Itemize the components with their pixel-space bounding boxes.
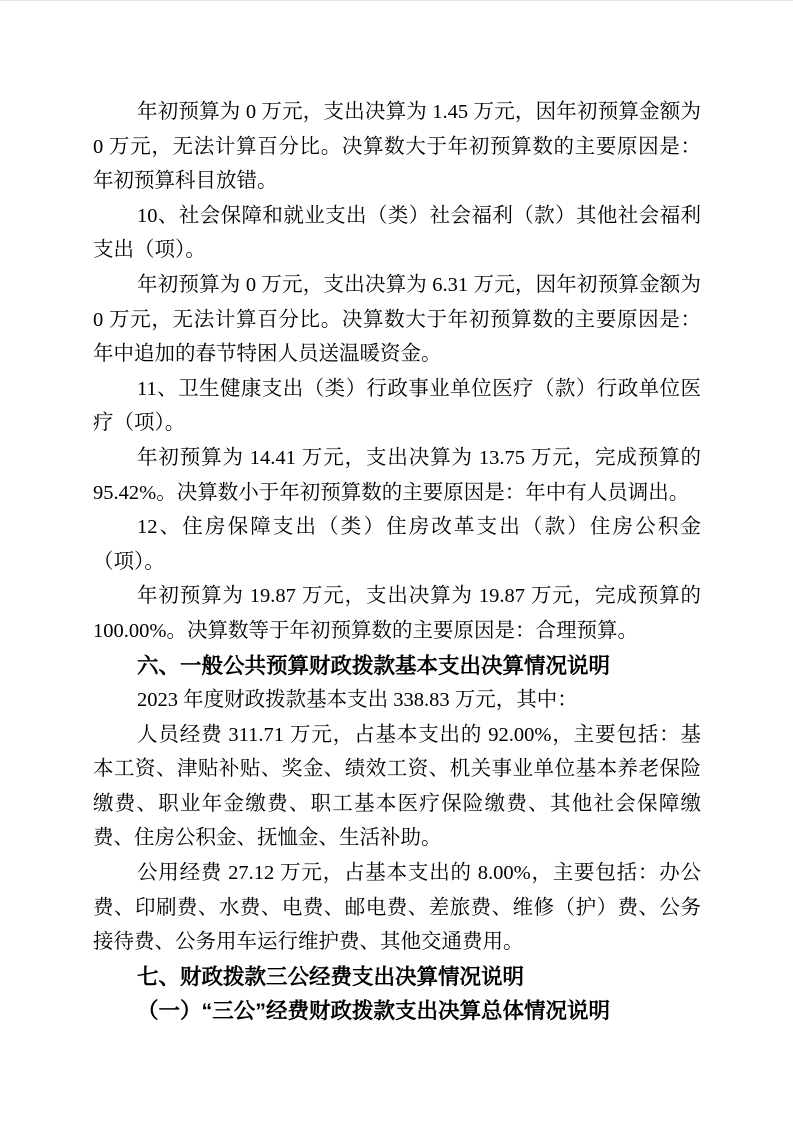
heading-subsection-7-1: （一）“三公”经费财政拨款支出决算总体情况说明 [137,999,611,1024]
paragraph-personnel-expenses: 人员经费 311.71 万元，占基本支出的 92.00%，主要包括：基本工资、津贴补贴、奖金、绩效工资、机关事业单位基本养老保险缴费、职业年金缴费、职工基本医疗保险缴费、其他社会保障缴费、住房公积金、抚恤金、生活补助。 [93,723,701,850]
paragraph-item-10-figures: 年初预算为 0 万元，支出决算为 6.31 万元，因年初预算金额为 0 万元，无法计算百分比。决算数大于年初预算数的主要原因是：年中追加的春节特困人员送温暖资金。 [93,273,701,366]
paragraph-public-expenses: 公用经费 27.12 万元，占基本支出的 8.00%，主要包括：办公费、印刷费、水费、电费、邮电费、差旅费、维修（护）费、公务接待费、公务用车运行维护费、其他交通费用。 [93,862,701,954]
paragraph-basic-expenditure: 2023 年度财政拨款基本支出 338.83 万元，其中： [137,689,578,712]
document-content [93,95,701,1029]
paragraph-item-11-title: 11、卫生健康支出（类）行政事业单位医疗（款）行政单位医疗（项）。 [93,377,701,435]
paragraph-item-9-figures: 年初预算为 0 万元，支出决算为 1.45 万元，因年初预算金额为 0 万元，无法计算百分比。决算数大于年初预算数的主要原因是：年初预算科目放错。 [93,101,701,193]
heading-section-6: 六、一般公共预算财政拨款基本支出决算情况说明 [137,653,611,678]
paragraph-item-12-figures: 年初预算为 19.87 万元，支出决算为 19.87 万元，完成预算的 100.00%。决算数等于年初预算数的主要原因是：合理预算。 [93,585,701,642]
paragraph-item-10-title: 10、社会保障和就业支出（类）社会福利（款）其他社会福利支出（项）。 [93,204,701,262]
paragraph-item-12-title: 12、住房保障支出（类）住房改革支出（款）住房公积金（项）。 [93,516,701,573]
paragraph-item-11-figures: 年初预算为 14.41 万元，支出决算为 13.75 万元，完成预算的 95.42%。决算数小于年初预算数的主要原因是：年中有人员调出。 [93,446,701,504]
heading-section-7: 七、财政拨款三公经费支出决算情况说明 [137,964,525,989]
